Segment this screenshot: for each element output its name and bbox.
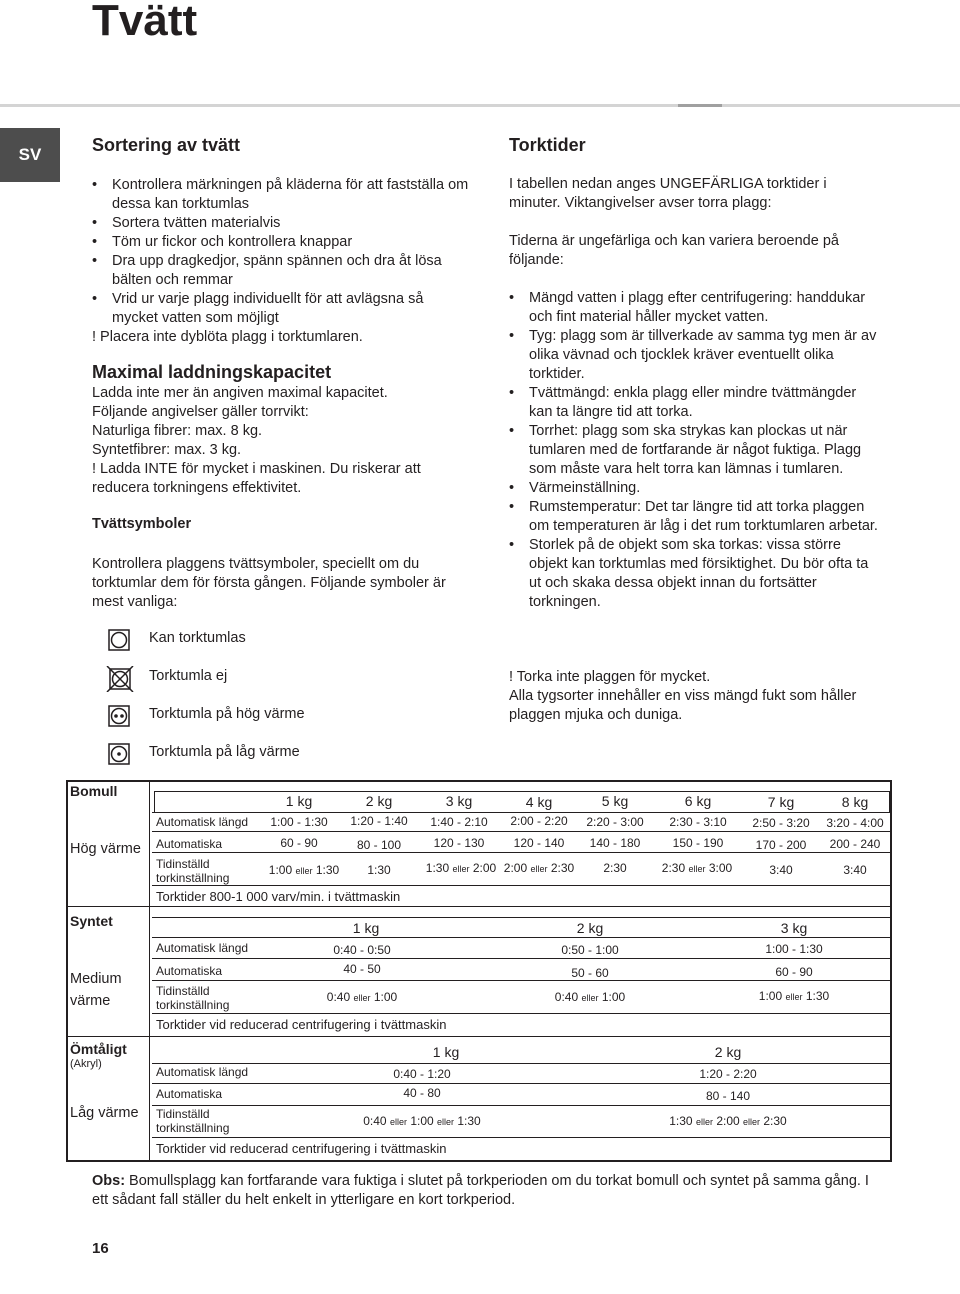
synthetic-label: Syntet [70,913,113,929]
table-cell: 50 - 60 [571,966,609,980]
symbol-label: Torktumla ej [149,668,228,684]
tumble-dry-icon [108,629,130,651]
table-cell [638,1114,818,1128]
load-label: 2 kg [576,920,604,936]
time-value: 2:30 [661,861,686,875]
row-label: Tidinställd torkinställning [156,1107,230,1135]
cotton-label: Bomull [70,783,118,799]
table-cell: 0:50 - 1:00 [561,943,619,957]
or-label: eller [688,864,706,874]
tumble-dry-high-heat-icon [108,705,130,727]
table-cell: 1:30 [367,863,391,877]
page-number: 16 [92,1240,109,1257]
table-cell [530,990,650,1004]
load-label: 1 kg [432,1044,460,1060]
table-cell: 0:40 - 0:50 [333,943,391,957]
time-value: 2:00 [503,861,528,875]
load-label: 5 kg [601,793,629,809]
list-item: • Tvättmängd: enkla plagg eller mindre tvättmängder kan ta längre tid att torka. [509,384,879,422]
time-value: 3:00 [708,861,733,875]
row-label: Automatisk längd [156,1065,249,1079]
table-cell: 80 - 100 [356,838,402,852]
drying-times-heading: Torktider [509,135,586,155]
list-item: • Torrhet: plagg som ska strykas kan plockas ut när tumlaren med de fortfarande är något fuktiga. Plagg som måste vara helt torra kan lämnas i tumlaren. [509,422,879,479]
row-label: Automatisk längd [156,815,249,829]
list-item: • Tyg: plagg som är tillverkade av samma tyg men är av olika vävnad och tjocklek kräver eventuellt olika torktider. [509,327,879,384]
symbols-heading: Tvättsymboler [92,516,192,532]
time-value: 1:00 [758,989,783,1003]
or-label: eller [295,866,313,876]
capacity-line: ! Ladda INTE för mycket i maskinen. Du riskerar att reducera torkningens effektivitet. [92,461,421,496]
table-cell [654,861,740,875]
capacity-line: Följande angivelser gäller torrvikt: [92,404,309,420]
cotton-footer: Torktider 800-1 000 varv/min. i tvättmaskin [156,889,401,904]
drying-times-table [66,780,892,1162]
load-label: 8 kg [841,794,869,810]
table-cell: 2:00 - 2:20 [510,814,568,828]
capacity-line: Ladda inte mer än angiven maximal kapacitet. [92,385,388,401]
drying-factors-list [509,289,879,612]
time-value: 2:30 [550,861,575,875]
list-item: • Sortera tvätten materialvis [92,214,472,233]
time-value: 1:00 [268,863,293,877]
table-cell: 1:00 - 1:30 [270,815,328,829]
or-label: eller [437,1117,455,1127]
header-divider-accent [678,104,722,107]
table-cell: 120 - 140 [513,836,565,850]
drying-intro-2: Tiderna är ungefärliga och kan variera beroende på följande: [509,233,839,268]
language-tab: SV [0,128,60,182]
time-value: 0:40 [326,990,351,1004]
list-item: • Vrid ur varje plagg individuellt för att avlägsna så mycket vatten som möjligt [92,290,472,328]
obs-text: Bomullsplagg kan fortfarande vara fuktiga i slutet på torkperioden om du torkat bomull och syntet på samma gång. I ett sådant fall ställer du helt enkelt in ytterligare en kort torkperiod. [92,1173,869,1208]
delicate-heat: Låg värme [70,1105,139,1121]
list-item: • Värmeinställning. [509,479,879,498]
obs-note [92,1172,882,1210]
header-divider [0,104,960,107]
delicate-footer: Torktider vid reducerad centrifugering i tvättmaskin [156,1141,447,1156]
sorting-heading: Sortering av tvätt [92,135,241,155]
table-cell: 1:20 - 1:40 [350,814,408,828]
drying-closing: Alla tygsorter innehåller en viss mängd fukt som håller plaggen mjuka och duniga. [509,688,857,723]
table-cell: 140 - 180 [589,836,641,850]
symbol-label: Kan torktumlas [149,630,246,646]
list-item: • Dra upp dragkedjor, spänn spännen och dra åt lösa bälten och remmar [92,252,472,290]
time-value: 2:00 [472,861,497,875]
table-cell: 2:30 [603,861,627,875]
table-cell [262,863,346,877]
capacity-line: Naturliga fibrer: max. 8 kg. [92,423,263,439]
or-label: eller [695,1117,713,1127]
row-label: Automatiska [156,837,223,851]
capacity-line: Syntetfibrer: max. 3 kg. [92,442,242,458]
table-cell: 3:20 - 4:00 [826,816,884,830]
or-label: eller [389,1117,407,1127]
table-cell: 0:40 - 1:20 [393,1067,451,1081]
time-value: 1:00 [373,990,398,1004]
table-cell [302,990,422,1004]
load-label: 3 kg [445,793,473,809]
symbol-label: Torktumla på hög värme [149,706,305,722]
delicate-label: Ömtåligt [70,1041,127,1057]
tumble-dry-low-heat-icon [108,743,130,765]
table-cell [734,989,854,1003]
or-label: eller [743,1117,761,1127]
table-cell [496,861,582,875]
row-label: Automatiska [156,964,223,978]
table-cell: 2:20 - 3:00 [586,815,644,829]
table-cell: 1:20 - 2:20 [699,1067,757,1081]
do-not-tumble-dry-icon [106,666,134,692]
table-cell: 3:40 [769,863,793,877]
time-value: 1:30 [315,863,340,877]
or-label: eller [581,993,599,1003]
list-item: • Rumstemperatur: Det tar längre tid att torka plaggen om temperaturen är låg i det rum torktumlaren arbetar. [509,498,879,536]
sorting-list [92,176,472,328]
or-label: eller [785,992,803,1002]
list-item: • Töm ur fickor och kontrollera knappar [92,233,472,252]
table-cell: 40 - 80 [403,1086,441,1100]
load-label: 1 kg [352,920,380,936]
time-value: 1:30 [669,1114,693,1128]
or-label: eller [452,864,470,874]
table-cell: 2:30 - 3:10 [669,815,727,829]
table-cell: 80 - 140 [705,1089,751,1103]
drying-intro: I tabellen nedan anges UNGEFÄRLIGA torktider i minuter. Viktangivelser avser torra plagg: [509,176,827,211]
time-value: 1:30 [805,989,830,1003]
delicate-sub: (Akryl) [70,1058,102,1070]
load-label: 3 kg [780,920,808,936]
load-label: 2 kg [714,1044,742,1060]
synthetic-heat: Medium [70,971,122,987]
table-cell: 120 - 130 [433,836,485,850]
symbols-intro: Kontrollera plaggens tvättsymboler, speciellt om du torktumlar dem för första gången. Följande symboler är mest vanliga: [92,556,446,610]
table-cell: 200 - 240 [829,837,881,851]
list-item: • Storlek på de objekt som ska torkas: vissa större objekt kan torktumlas med försiktighet. Du bör ofta ta ut och skaka dessa objekt innan du fortsätter torkningen. [509,536,879,612]
page-title: Tvätt [92,0,198,45]
row-label: Tidinställd torkinställning [156,857,230,885]
time-value: 0:40 [363,1114,387,1128]
synthetic-heat: värme [70,993,111,1009]
overdry-warning: ! Torka inte plaggen för mycket. [509,669,711,685]
table-cell: 60 - 90 [775,965,813,979]
time-value: 1:00 [410,1114,434,1128]
synthetic-footer: Torktider vid reducerad centrifugering i tvättmaskin [156,1017,447,1032]
time-value: 2:30 [763,1114,787,1128]
or-label: eller [530,864,548,874]
load-label: 4 kg [525,794,553,810]
load-label: 1 kg [285,793,313,809]
time-value: 1:00 [601,990,626,1004]
row-label: Tidinställd torkinställning [156,984,230,1012]
list-item: • Kontrollera märkningen på kläderna för att fastställa om dessa kan torktumlas [92,176,472,214]
table-cell: 1:00 - 1:30 [765,942,823,956]
time-value: 1:30 [457,1114,481,1128]
load-label: 7 kg [767,794,795,810]
table-cell [332,1114,512,1128]
row-label: Automatiska [156,1087,223,1101]
time-value: 2:00 [716,1114,740,1128]
time-value: 0:40 [554,990,579,1004]
sorting-warning: ! Placera inte dyblöta plagg i torktumlaren. [92,329,363,345]
table-cell: 40 - 50 [343,962,381,976]
capacity-heading: Maximal laddningskapacitet [92,362,332,382]
symbol-label: Torktumla på låg värme [149,744,300,760]
time-value: 1:30 [425,861,450,875]
obs-label: Obs: [92,1173,126,1189]
or-label: eller [353,993,371,1003]
list-item: • Mängd vatten i plagg efter centrifugering: handdukar och fint material håller mycket vatten. [509,289,879,327]
load-label: 2 kg [365,793,393,809]
row-label: Automatisk längd [156,941,249,955]
table-cell: 3:40 [843,863,867,877]
table-cell [418,861,504,875]
capacity-text [92,384,462,498]
load-label: 6 kg [684,793,712,809]
cotton-heat: Hög värme [70,841,141,857]
table-cell: 150 - 190 [672,836,724,850]
table-cell: 2:50 - 3:20 [752,816,810,830]
table-cell: 170 - 200 [755,838,807,852]
table-cell: 60 - 90 [280,836,318,850]
table-cell: 1:40 - 2:10 [430,815,488,829]
